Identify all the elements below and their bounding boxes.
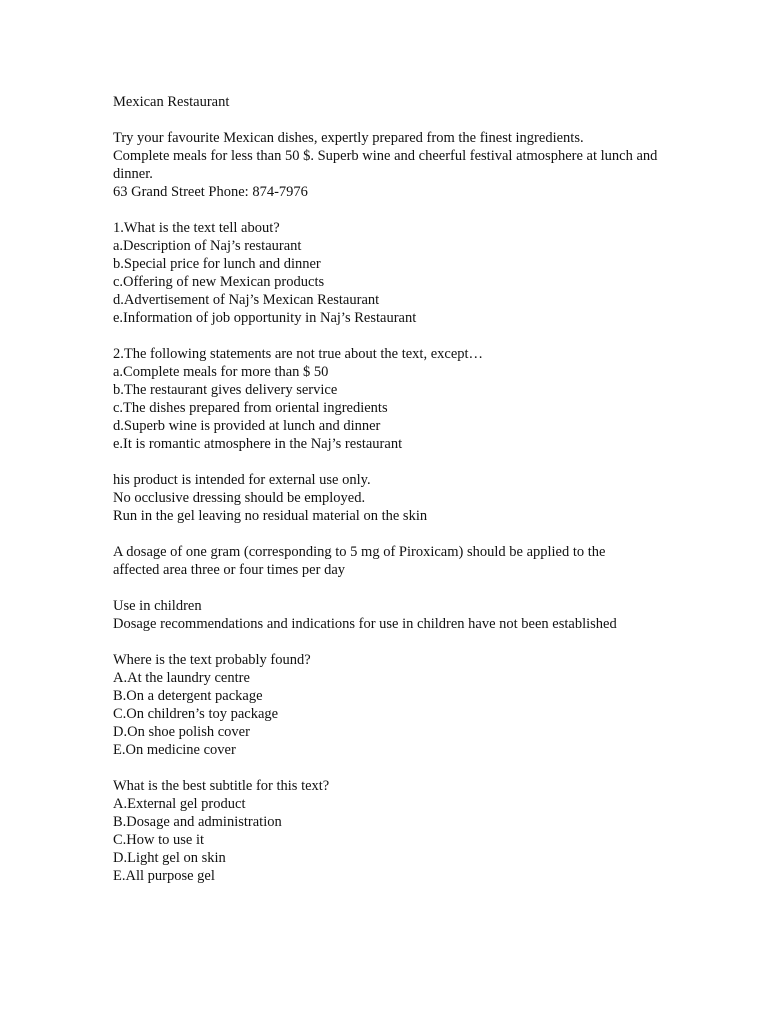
answer-option: a.Complete meals for more than $ 50 bbox=[113, 364, 329, 380]
answer-option: D.On shoe polish cover bbox=[113, 724, 250, 740]
gel-line: Run in the gel leaving no residual material on the skin bbox=[113, 508, 428, 524]
answer-option: E.On medicine cover bbox=[113, 742, 236, 758]
answer-option: C.How to use it bbox=[113, 832, 205, 848]
answer-option: e.It is romantic atmosphere in the Naj’s restaurant bbox=[113, 436, 403, 452]
ad-address: 63 Grand Street Phone: 874-7976 bbox=[113, 184, 308, 200]
gel-line: No occlusive dressing should be employed. bbox=[113, 490, 366, 506]
answer-option: D.Light gel on skin bbox=[113, 850, 226, 866]
answer-option: a.Description of Naj’s restaurant bbox=[113, 238, 302, 254]
answer-option: C.On children’s toy package bbox=[113, 706, 279, 722]
dosage-paragraph: A dosage of one gram (corresponding to 5 mg of Piroxicam) should be applied to the affected area three or four times per day bbox=[113, 544, 606, 578]
ad-line: Complete meals for less than 50 $. Superb wine and cheerful festival atmosphere at lunch and dinner. bbox=[113, 148, 658, 182]
ad-line: Try your favourite Mexican dishes, expertly prepared from the finest ingredients. bbox=[113, 130, 584, 146]
gel-line: his product is intended for external use only. bbox=[113, 472, 371, 488]
answer-option: d.Superb wine is provided at lunch and dinner bbox=[113, 418, 381, 434]
answer-option: E.All purpose gel bbox=[113, 868, 215, 884]
answer-option: d.Advertisement of Naj’s Mexican Restaurant bbox=[113, 292, 380, 308]
question-4 bbox=[113, 777, 713, 885]
children-text: Dosage recommendations and indications for use in children have not been established bbox=[113, 616, 617, 632]
answer-option: A.At the laundry centre bbox=[113, 670, 250, 686]
answer-option: c.The dishes prepared from oriental ingredients bbox=[113, 400, 388, 416]
answer-option: b.Special price for lunch and dinner bbox=[113, 256, 321, 272]
answer-option: e.Information of job opportunity in Naj’s Restaurant bbox=[113, 310, 417, 326]
answer-option: c.Offering of new Mexican products bbox=[113, 274, 325, 290]
answer-option: b.The restaurant gives delivery service bbox=[113, 382, 338, 398]
question-1 bbox=[113, 219, 713, 327]
answer-option: A.External gel product bbox=[113, 796, 246, 812]
gel-label-text bbox=[113, 471, 713, 525]
document-body bbox=[113, 93, 713, 885]
children-section bbox=[113, 597, 713, 633]
question-text: 2.The following statements are not true about the text, except… bbox=[113, 346, 484, 362]
question-3 bbox=[113, 651, 713, 759]
children-heading: Use in children bbox=[113, 598, 202, 614]
question-2 bbox=[113, 345, 713, 453]
answer-option: B.Dosage and administration bbox=[113, 814, 282, 830]
document-title: Mexican Restaurant bbox=[113, 94, 230, 110]
restaurant-ad bbox=[113, 129, 713, 201]
question-text: 1.What is the text tell about? bbox=[113, 220, 280, 236]
question-text: Where is the text probably found? bbox=[113, 652, 311, 668]
answer-option: B.On a detergent package bbox=[113, 688, 263, 704]
question-text: What is the best subtitle for this text? bbox=[113, 778, 330, 794]
